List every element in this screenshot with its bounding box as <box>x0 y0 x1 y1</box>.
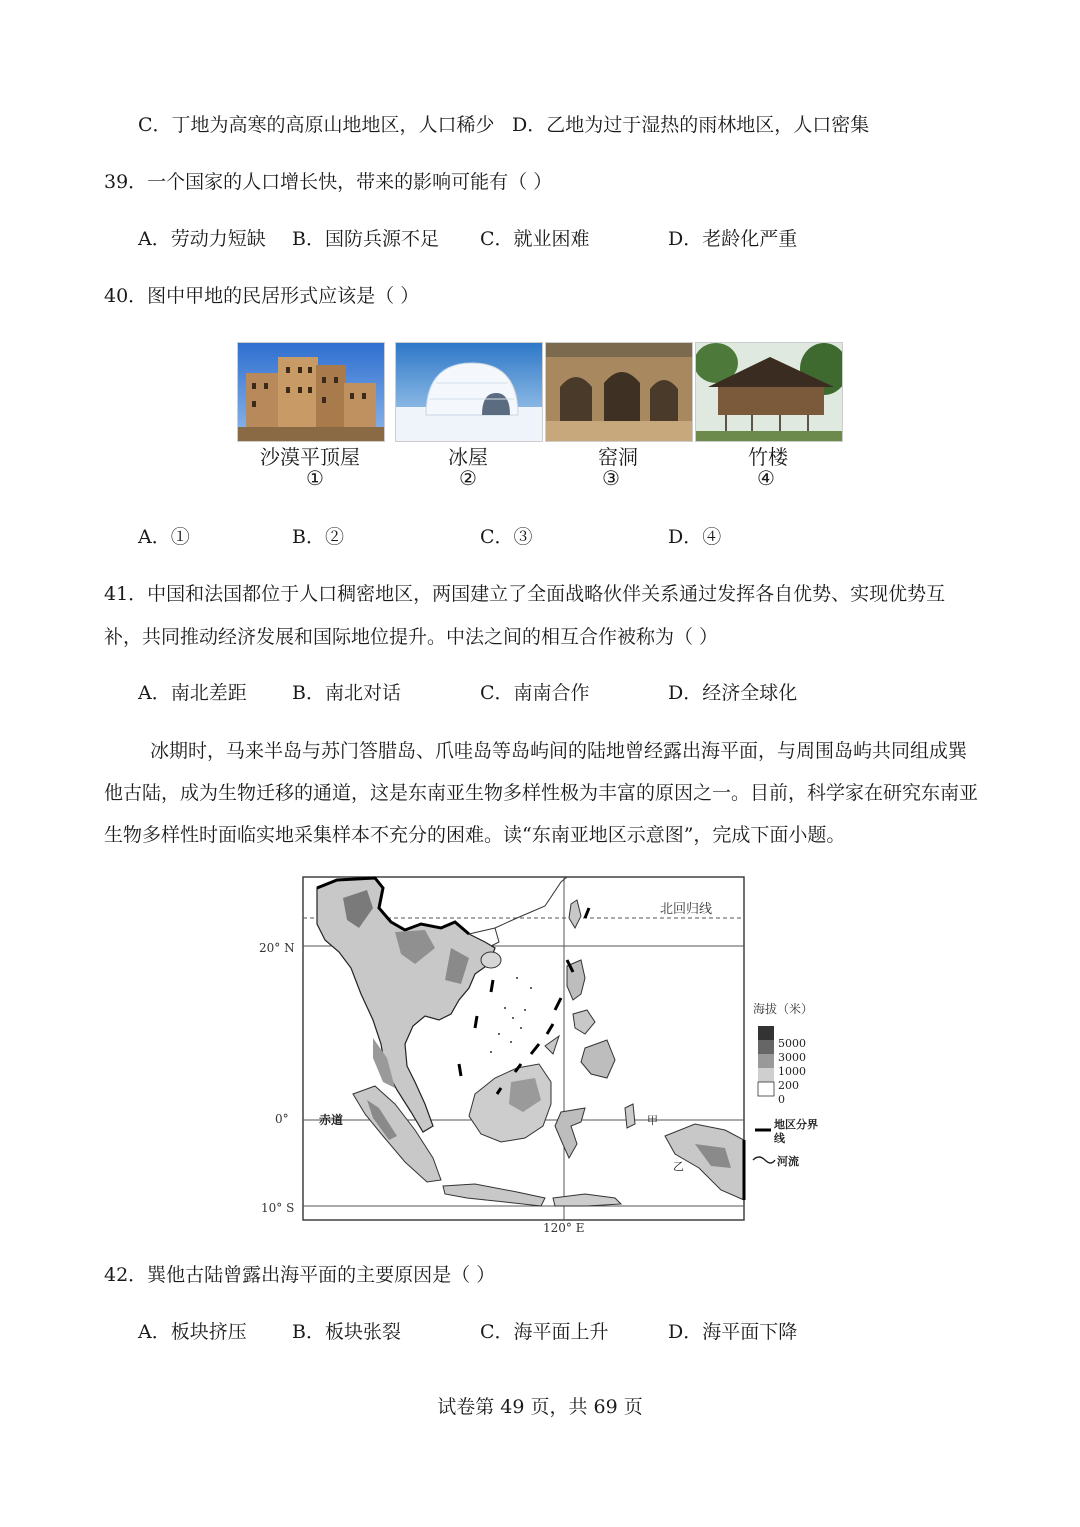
legend-level-1000: 1000 <box>778 1065 806 1078</box>
q41-stem-line2: 补，共同推动经济发展和国际地位提升。中法之间的相互合作被称为（ ） <box>104 626 719 648</box>
house-number-3: ③ <box>602 466 620 490</box>
q39-option-c: C．就业困难 <box>480 228 590 250</box>
legend-level-3000: 3000 <box>778 1051 806 1064</box>
q42-option-a: A．板块挤压 <box>138 1321 247 1343</box>
q40-stem: 40．图中甲地的民居形式应该是（ ） <box>104 285 420 307</box>
q39-option-d: D．老龄化严重 <box>668 228 798 250</box>
house-number-2: ② <box>459 466 477 490</box>
map-label-jia: 甲 <box>647 1114 658 1127</box>
q39-option-a: A．劳动力短缺 <box>138 228 266 250</box>
legend-level-200: 200 <box>778 1079 799 1092</box>
legend-river-label: 河流 <box>777 1155 799 1168</box>
house-caption-3: 窑洞 <box>598 445 638 469</box>
page-footer: 试卷第 49 页，共 69 页 <box>437 1396 643 1418</box>
q39-stem: 39．一个国家的人口增长快，带来的影响可能有（ ） <box>104 171 553 193</box>
lon-120e-label: 120° E <box>543 1221 585 1235</box>
q42-option-c: C．海平面上升 <box>480 1321 609 1343</box>
lat-0-label: 0° <box>275 1112 289 1126</box>
house-caption-2: 冰屋 <box>448 445 488 469</box>
desert-house-photo <box>237 342 385 442</box>
q40-option-b: B．② <box>292 526 344 548</box>
tropic-of-cancer-label: 北回归线 <box>660 902 713 917</box>
q41-option-a: A．南北差距 <box>138 682 247 704</box>
passage-text: 冰期时，马来半岛与苏门答腊岛、爪哇岛等岛屿间的陆地曾经露出海平面，与周围岛屿共同组成巽他古陆，成为生物迁移的通道，这是东南亚生物多样性极为丰富的原因之一。目前，科学家在研究东南亚生物多样性时面临实地采集样本不充分的困难。读“东南亚地区示意图”，完成下面小题。 <box>104 740 979 846</box>
q38-option-d: D．乙地为过于湿热的雨林地区，人口密集 <box>512 114 870 136</box>
legend-level-5000: 5000 <box>778 1037 806 1050</box>
equator-label: 赤道 <box>319 1113 344 1127</box>
cave-dwelling-photo <box>545 342 693 442</box>
legend-title: 海拔（米） <box>753 1002 814 1016</box>
lat-20n-label: 20° N <box>259 941 295 955</box>
house-caption-4: 竹楼 <box>748 445 788 469</box>
q41-option-c: C．南南合作 <box>480 682 590 704</box>
lat-10s-label: 10° S <box>261 1201 295 1215</box>
q39-option-b: B．国防兵源不足 <box>292 228 439 250</box>
legend-boundary-label: 地区分界线 <box>774 1118 818 1145</box>
southeast-asia-map <box>255 868 825 1240</box>
q42-option-d: D．海平面下降 <box>668 1321 798 1343</box>
reading-passage <box>104 730 984 856</box>
legend-level-0: 0 <box>778 1093 785 1106</box>
map-label-yi: 乙 <box>673 1160 684 1173</box>
house-figure <box>237 342 847 492</box>
q40-option-a: A．① <box>138 526 190 548</box>
house-number-4: ④ <box>757 466 775 490</box>
bamboo-house-photo <box>695 342 843 442</box>
house-caption-1: 沙漠平顶屋 <box>260 445 360 469</box>
house-number-1: ① <box>306 466 324 490</box>
q38-option-c: C．丁地为高寒的高原山地地区，人口稀少 <box>138 114 495 136</box>
q41-option-d: D．经济全球化 <box>668 682 798 704</box>
q40-option-c: C．③ <box>480 526 533 548</box>
igloo-photo <box>395 342 543 442</box>
q41-stem-line1: 41．中国和法国都位于人口稠密地区，两国建立了全面战略伙伴关系通过发挥各自优势、实现优势互 <box>104 583 946 605</box>
q42-stem: 42．巽他古陆曾露出海平面的主要原因是（ ） <box>104 1264 496 1286</box>
q41-option-b: B．南北对话 <box>292 682 401 704</box>
q42-option-b: B．板块张裂 <box>292 1321 401 1343</box>
q40-option-d: D．④ <box>668 526 722 548</box>
